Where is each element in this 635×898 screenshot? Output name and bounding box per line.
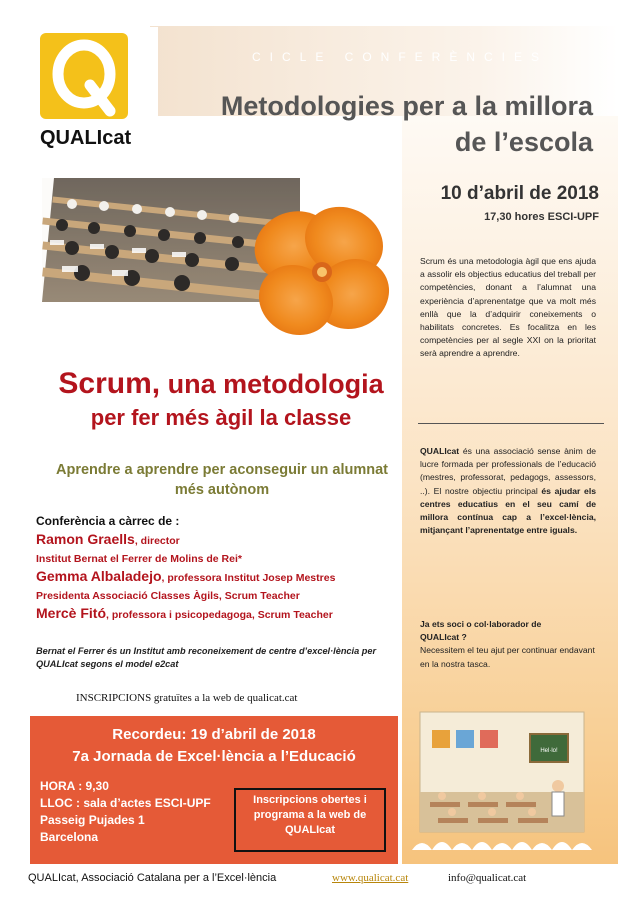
- recordeu-event: 7a Jornada de Excel·lència a l’Educació: [72, 748, 356, 765]
- assoc-goal: és ajudar els centres educatius en el seu camí de millora contínua cap a l’excel·lència, mitjançant l’aprenentatge entre iguals.: [420, 485, 596, 536]
- speaker-3-name: Mercè Fitó: [36, 605, 107, 621]
- recordeu-details: [40, 778, 211, 846]
- recordeu-address: Passeig Pujades 1: [40, 813, 145, 827]
- title-line-1: Metodologies per a la millora: [220, 91, 593, 121]
- headline-line-1: una metodologia: [160, 369, 384, 399]
- assoc-text: és una associació sense ànim de lucre formada per professionals de l’educació (mestres, professorat, pedagogs, assessors, ..). El nostre objectiu principal: [420, 446, 596, 496]
- event-date: 10 d’abril de 2018: [440, 183, 599, 204]
- event-time-place: 17,30 hores ESCI-UPF: [484, 211, 599, 223]
- headline-scrum: Scrum,: [58, 367, 161, 400]
- footer-website-link[interactable]: www.qualicat.cat: [332, 872, 409, 884]
- speaker-2: [36, 567, 396, 588]
- speaker-1-name: Ramon Graells: [36, 531, 135, 547]
- logo-q-icon: [40, 33, 128, 119]
- speakers-heading: Conferència a càrrec de :: [36, 514, 180, 528]
- title-line-2: de l’escola: [454, 127, 593, 157]
- inscriptions-text: INSCRIPCIONS gratuïtes a la web de qualicat.cat: [76, 692, 298, 704]
- speakers-block: [36, 513, 396, 625]
- registration-box: Inscripcions obertes i programa a la web de QUALIcat: [234, 788, 386, 852]
- assoc-name: QUALIcat: [420, 446, 460, 456]
- poppy-flower-image: [244, 198, 394, 348]
- speaker-1-role: , director: [134, 535, 180, 547]
- recordeu-lloc: LLOC : sala d’actes ESCI-UPF: [40, 796, 211, 810]
- association-description: [420, 445, 596, 537]
- footnote: Bernat el Ferrer és un Institut amb reconeixement de centre d’excel·lència per QUALIcat segons el model e2cat: [36, 646, 377, 669]
- headline-line-2: per fer més àgil la classe: [90, 405, 352, 430]
- footer-org: QUALIcat, Associació Catalana per a l’Excel·lència: [28, 872, 277, 884]
- speaker-3-role: , professora i psicopedagoga, Scrum Teacher: [106, 609, 333, 621]
- series-label: CICLE CONFERÈNCIES: [251, 50, 549, 64]
- membership-text: Necessitem el teu ajut per continuar endavant en la nostra tasca.: [420, 645, 595, 669]
- divider-line: [418, 423, 604, 424]
- classroom-cartoon-image: [412, 708, 592, 850]
- membership-question-1: Ja ets soci o col·laborador de: [420, 619, 542, 629]
- speaker-2-name: Gemma Albaladejo: [36, 568, 162, 584]
- speaker-1: [36, 530, 396, 551]
- board-text: Hel·lo!: [540, 748, 558, 754]
- speaker-2-role: , professora Institut Josep Mestres: [161, 572, 336, 584]
- speaker-2-affiliation: Presidenta Associació Classes Àgils, Scrum Teacher: [36, 590, 300, 602]
- footer-email[interactable]: info@qualicat.cat: [448, 872, 527, 884]
- logo-wordmark: QUALIcat: [40, 127, 132, 149]
- subtitle-line-1: Aprendre a aprendre per aconseguir un alumnat: [56, 462, 388, 478]
- page-title: [153, 88, 593, 160]
- qualicat-logo: [30, 27, 158, 153]
- speaker-1-affiliation: Institut Bernat el Ferrer de Molins de Rei*: [36, 553, 242, 565]
- recordeu-box: [30, 716, 398, 864]
- scrum-description: Scrum és una metodologia àgil que ens ajuda a assolir els objectius educatius del treball per competències, donant a l’alumnat una experiència d’aprenentatge que va molt més enllà que la d’adquirir coneixements o habilitats concretes. Es focalitza en les competències per al segle XXI on la prioritat serà aprendre a aprendre.: [420, 256, 596, 359]
- membership-callout: [420, 618, 600, 671]
- headline: [36, 367, 406, 435]
- recordeu-hora: HORA : 9,30: [40, 779, 109, 793]
- speaker-3: [36, 604, 396, 625]
- recordeu-city: Barcelona: [40, 830, 99, 844]
- subtitle: [40, 460, 404, 500]
- membership-question-2: QUALIcat ?: [420, 632, 467, 643]
- subtitle-line-2: més autònom: [174, 482, 270, 498]
- recordeu-date: Recordeu: 19 d’abril de 2018: [112, 726, 316, 743]
